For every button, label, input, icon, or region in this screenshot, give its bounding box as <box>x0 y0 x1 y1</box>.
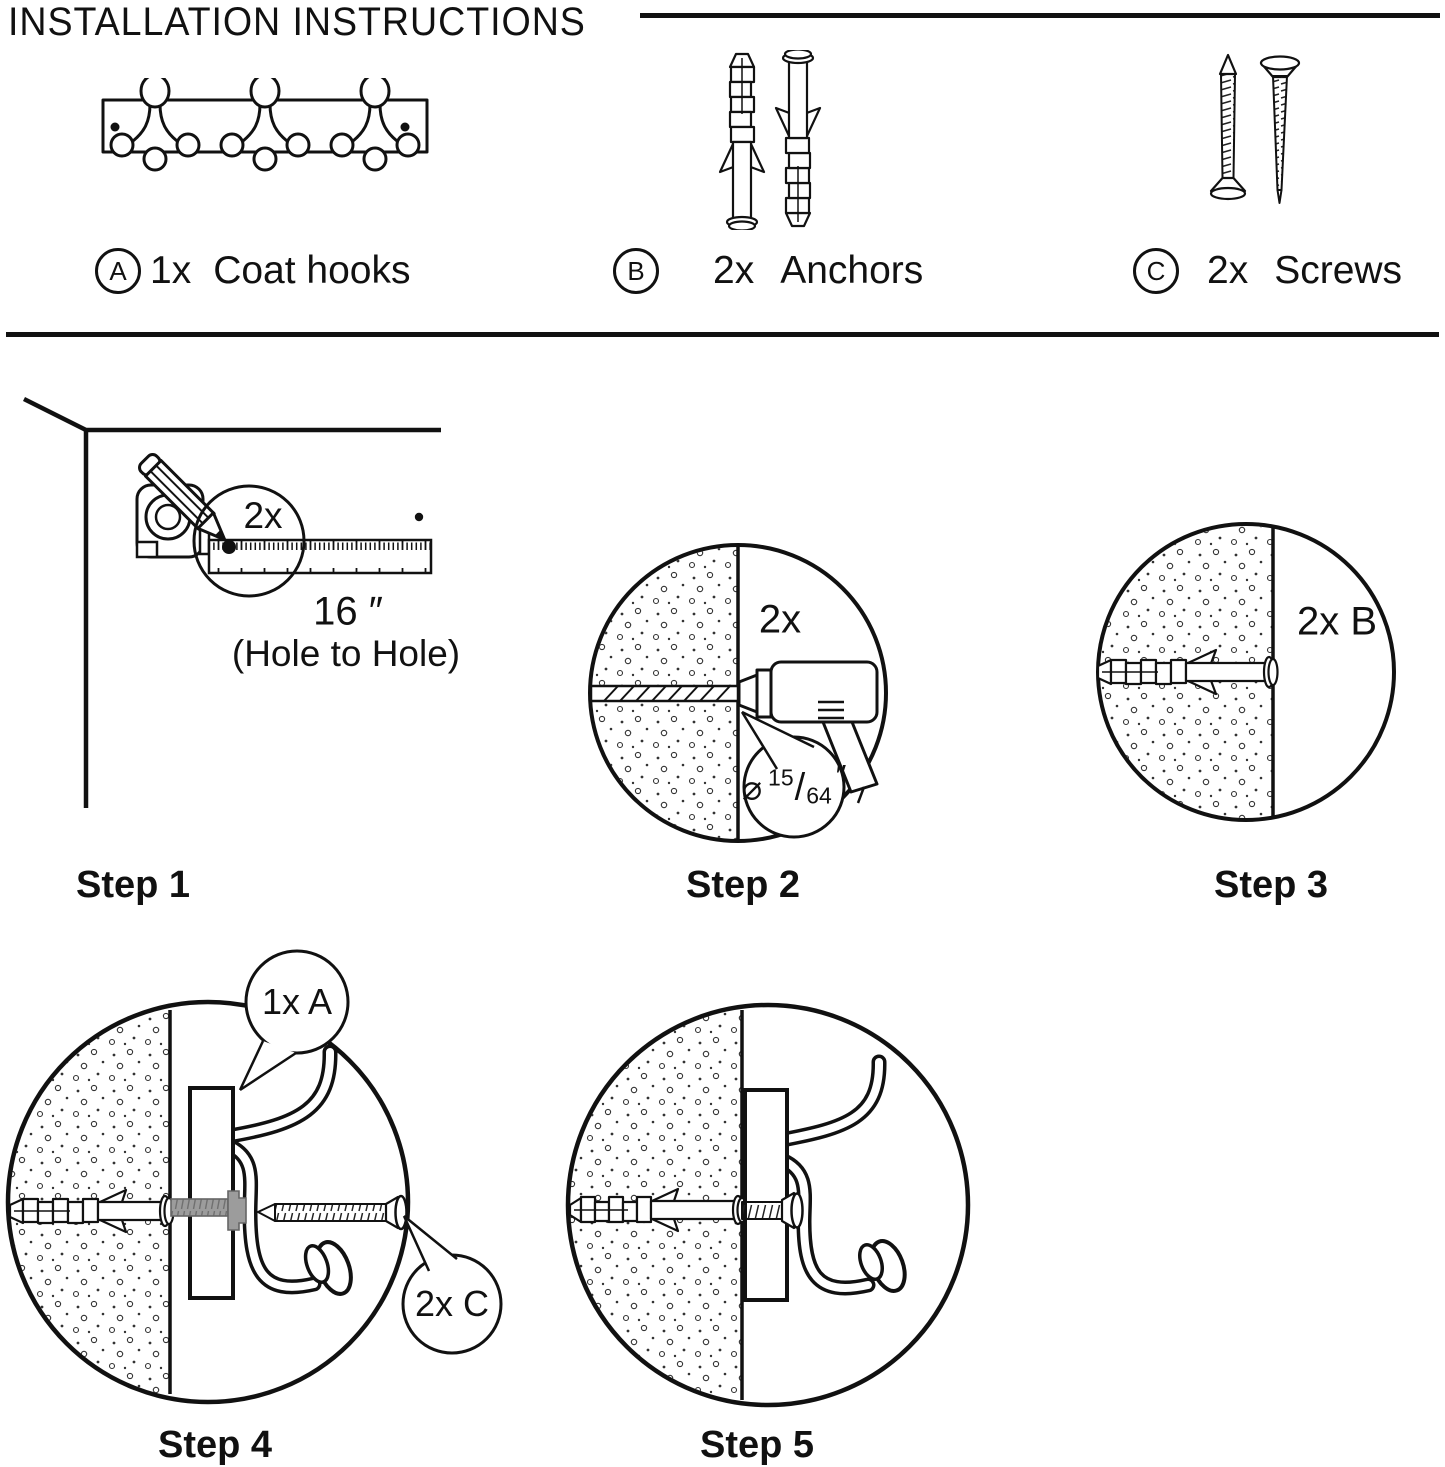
part-letter-badge: C <box>1133 248 1179 294</box>
part-letter-badge: A <box>95 248 141 294</box>
pencil-mark-dot <box>222 540 236 554</box>
part-qty: 2x <box>1207 249 1249 292</box>
coat-hooks-illustration <box>90 78 430 180</box>
step4-screw-callout: 2x C <box>414 1283 490 1324</box>
part-label-anchors <box>613 248 923 294</box>
anchors-illustration <box>710 50 830 230</box>
fraction-denominator: 64 <box>806 782 832 809</box>
part-name: Coat hooks <box>213 249 411 292</box>
screws-illustration <box>1200 50 1310 215</box>
fraction-slash: / <box>794 766 806 809</box>
step5-illustration <box>550 1000 980 1420</box>
step4-hook-callout: 1x A <box>261 981 333 1022</box>
wall-anchor-icon <box>776 50 820 226</box>
wall-anchor-icon <box>720 54 764 230</box>
part-label-screws <box>1133 248 1402 294</box>
second-mark-dot <box>415 513 423 521</box>
page-title: INSTALLATION INSTRUCTIONS <box>8 0 586 44</box>
fraction-numerator: 15 <box>768 764 794 791</box>
part-name: Anchors <box>780 249 924 292</box>
section-divider <box>6 332 1439 337</box>
part-name: Screws <box>1274 249 1403 292</box>
screw-icon <box>1211 55 1245 199</box>
hook-backplate <box>190 1088 233 1298</box>
step5-label: Step 5 <box>700 1424 815 1466</box>
step2-drill-count: 2x <box>758 597 802 642</box>
step3-illustration <box>1086 512 1416 842</box>
hook-backplate <box>745 1090 787 1300</box>
step1-note: (Hole to Hole) <box>231 633 461 674</box>
step2-drill-diameter <box>741 759 847 810</box>
step1-mark-count: 2x <box>243 495 283 536</box>
tape-strip <box>209 540 431 573</box>
screw-icon <box>1261 57 1299 204</box>
title-rule <box>640 13 1440 18</box>
diameter-symbol: ⌀ <box>741 769 763 807</box>
step4-illustration <box>0 940 520 1430</box>
part-label-coat-hooks <box>95 248 411 294</box>
step2-illustration <box>580 535 900 865</box>
step3-anchor-callout: 2x B <box>1296 599 1378 644</box>
step1-illustration <box>10 390 460 820</box>
drill-bit-icon <box>591 686 738 701</box>
step4-label: Step 4 <box>158 1424 273 1466</box>
inch-mark: ″ <box>835 759 847 792</box>
mount-hole-dot <box>111 123 120 132</box>
step1-distance: 16 ″ <box>313 589 383 634</box>
part-qty: 2x <box>713 249 755 292</box>
mount-hole-dot <box>401 123 410 132</box>
part-letter-badge: B <box>613 248 659 294</box>
step3-label: Step 3 <box>1214 864 1329 906</box>
part-qty: 1x <box>150 249 192 292</box>
step1-label: Step 1 <box>76 864 191 906</box>
step2-label: Step 2 <box>686 864 801 906</box>
